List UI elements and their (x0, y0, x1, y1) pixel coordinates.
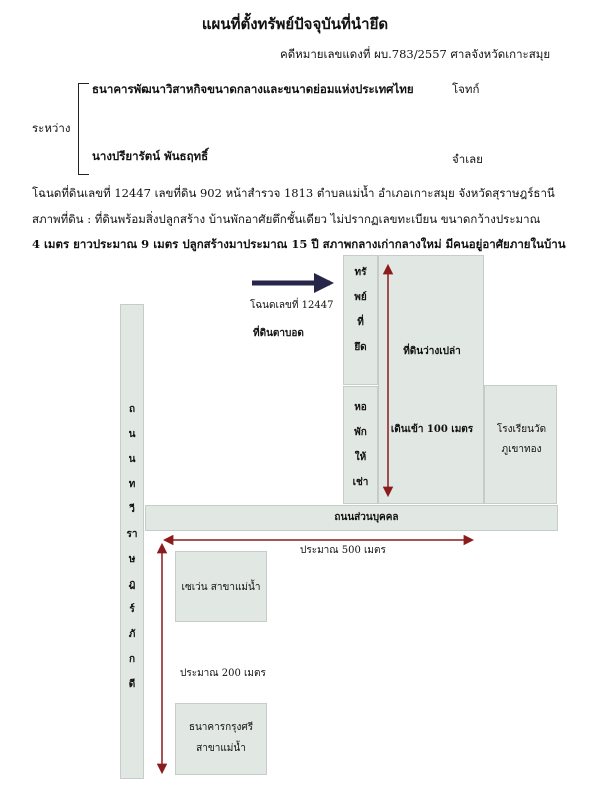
plaintiff-name: ธนาคารพัฒนาวิสาหกิจขนาดกลางและขนาดย่อมแห่งประเทศไทย (92, 82, 414, 96)
main-road-char-6: ษ (128, 554, 136, 565)
defendant-name: นางปรียารัตน์ พันธฤทธิ์ (92, 149, 209, 163)
school-line-2: ภูเขาทอง (501, 444, 542, 455)
dorm-char-1: พัก (354, 427, 367, 438)
case-number: คดีหมายเลขแดงที่ ผบ.783/2557 ศาลจังหวัดเกาะสมุย (280, 47, 551, 61)
distance-200-label: ประมาณ 200 เมตร (180, 668, 266, 679)
seized-char-3: ยึด (354, 342, 367, 353)
bank-line-2: สาขาแม่น้ำ (196, 743, 246, 754)
seized-char-2: ที่ (357, 317, 364, 328)
seven-eleven-label: เซเว่น สาขาแม่น้ำ (181, 582, 261, 593)
seized-char-0: ทรั (354, 267, 367, 278)
plaintiff-role: โจทก์ (452, 82, 480, 96)
main-road-char-2: น (128, 454, 136, 465)
main-road-char-4: วี (129, 504, 135, 515)
main-road-char-3: ท (128, 479, 136, 490)
deed-note: ที่ดินตาบอด (253, 328, 304, 339)
main-road-char-1: น (128, 429, 136, 440)
defendant-role: จำเลย (452, 152, 483, 166)
main-road-char-9: ภั (128, 629, 136, 640)
main-road-char-0: ถ (128, 404, 136, 415)
school-line-1: โรงเรียนวัด (496, 424, 547, 435)
seized-char-1: พย์ (354, 292, 367, 303)
between-label: ระหว่าง (32, 121, 71, 135)
property-line-2: สภาพที่ดิน : ที่ดินพร้อมสิ่งปลูกสร้าง บ้านพักอาศัยตึกชั้นเดียว ไม่ปรากฏเลขทะเบียน ขนาดกว้างประมาณ (32, 212, 541, 226)
deed-label: โฉนดเลขที่ 12447 (250, 300, 334, 311)
empty-land-label: ที่ดินว่างเปล่า (403, 346, 461, 357)
walk-distance-label: เดินเข้า 100 เมตร (390, 424, 474, 435)
dorm-char-0: หอ (354, 402, 367, 413)
main-road-char-7: ฎ (128, 579, 136, 590)
bank-line-1: ธนาคารกรุงศรี (188, 722, 254, 733)
property-line-1: โฉนดที่ดินเลขที่ 12447 เลขที่ดิน 902 หน้าสำรวจ 1813 ตำบลแม่น้ำ อำเภอเกาะสมุย จังหวัดสุราษฎร์ธานี (32, 186, 555, 200)
property-line-3: 4 เมตร ยาวประมาณ 9 เมตร ปลูกสร้างมาประมาณ 15 ปี สภาพกลางเก่ากลางใหม่ มีคนอยู่อาศัยภายในบ้าน (32, 237, 566, 251)
dorm-char-2: ให้ (354, 452, 367, 463)
distance-500-label: ประมาณ 500 เมตร (300, 545, 386, 556)
page-title: แผนที่ตั้งทรัพย์ปัจจุบันที่นำยึด (201, 15, 389, 33)
main-road-char-10: ก (128, 654, 136, 665)
dorm-char-3: เช่า (352, 477, 369, 488)
main-road-char-5: รา (126, 529, 138, 540)
main-road-char-11: ดี (128, 679, 136, 690)
private-road-label: ถนนส่วนบุคคล (334, 512, 399, 523)
main-road-char-8: ร์ (129, 604, 135, 615)
